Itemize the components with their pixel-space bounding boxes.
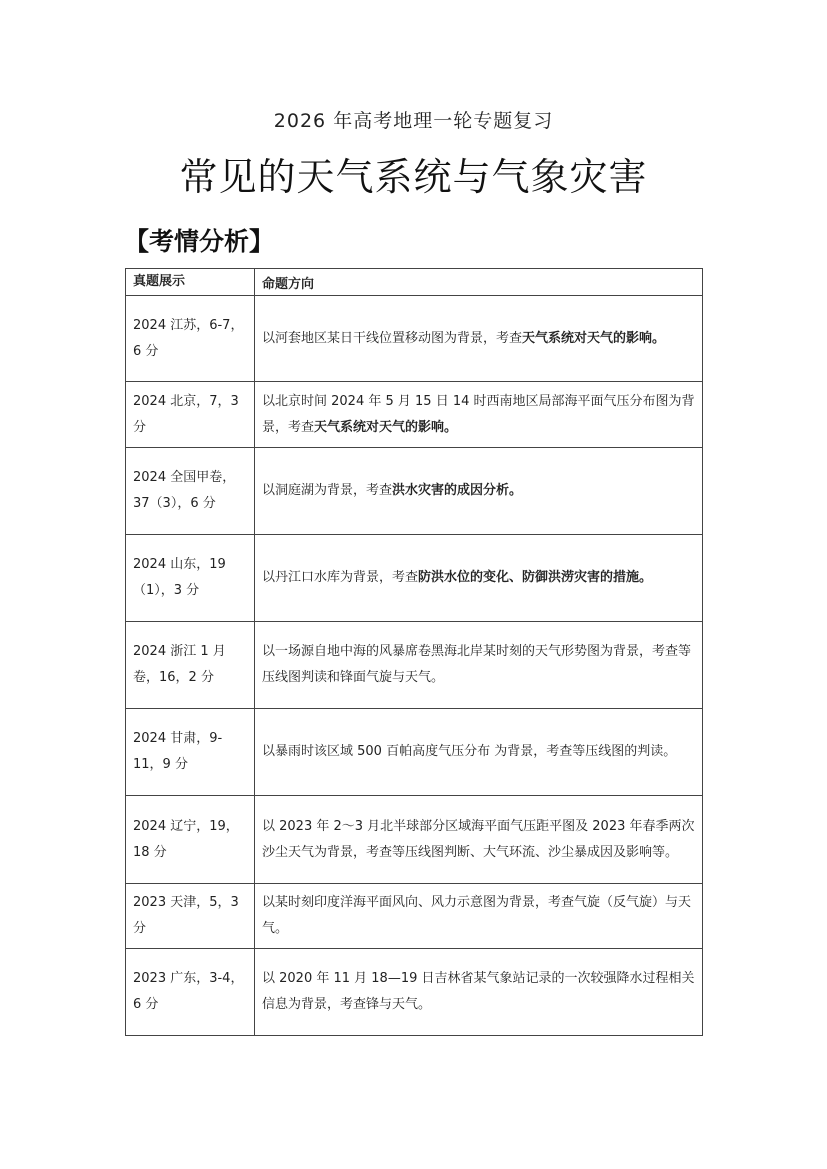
direction-text: 以暴雨时该区域 500 百帕高度气压分布 为背景，考查等压线图的判读。 [262, 744, 677, 759]
direction-cell [255, 622, 703, 709]
direction-cell [255, 796, 703, 884]
direction-text: 以某时刻印度洋海平面风向、风力示意图为背景，考查气旋（反气旋）与天气。 [262, 895, 692, 936]
source-cell: 2023 天津，5，3 分 [126, 884, 255, 949]
table-row [126, 296, 703, 382]
source-cell: 2024 辽宁，19，18 分 [126, 796, 255, 884]
direction-text: 以 2023 年 2～3 月北半球部分区域海平面气压距平图及 2023 年春季两次沙尘天气为背景，考查等压线图判断、大气环流、沙尘暴成因及影响等。 [262, 818, 695, 860]
direction-cell [255, 535, 703, 622]
direction-text: 以丹江口水库为背景，考查 [262, 570, 419, 585]
table-row [126, 709, 703, 796]
table-row [126, 622, 703, 709]
source-cell: 2023 广东，3-4，6 分 [126, 949, 255, 1036]
direction-cell [255, 709, 703, 796]
column-header-direction: 命题方向 [255, 269, 703, 296]
page-title: 常见的天气系统与气象灾害 [179, 155, 648, 199]
direction-key-point: 天气系统对天气的影响。 [522, 330, 666, 346]
direction-cell [255, 296, 703, 382]
table-header-row [126, 269, 703, 296]
source-cell: 2024 浙江 1 月卷，16，2 分 [126, 622, 255, 709]
direction-key-point: 洪水灾害的成因分析。 [392, 483, 523, 498]
direction-cell [255, 448, 703, 535]
table-row [126, 448, 703, 535]
direction-text: 以一场源自地中海的风暴席卷黑海北岸某时刻的天气形势图为背景，考查等压线图判读和锋面气旋与天气。 [262, 644, 692, 685]
direction-text: 以北京时间 2024 年 5 月 15 日 14 时西南地区局部海平面气压分布图为背景，考查 [262, 393, 695, 435]
table-row [126, 796, 703, 884]
table-row [126, 382, 703, 448]
page-subtitle: 2026 年高考地理一轮专题复习 [273, 110, 554, 132]
table-row [126, 949, 703, 1036]
direction-key-point: 天气系统对天气的影响。 [314, 419, 458, 435]
source-cell: 2024 山东，19（1），3 分 [126, 535, 255, 622]
direction-text: 以 2020 年 11 月 18—19 日吉林省某气象站记录的一次较强降水过程相关信息为背景，考查锋与天气。 [262, 971, 695, 1012]
direction-text: 以河套地区某日干线位置移动图为背景，考查 [262, 330, 523, 346]
direction-cell [255, 949, 703, 1036]
table-row [126, 884, 703, 949]
direction-cell [255, 884, 703, 949]
column-header-source: 真题展示 [126, 269, 255, 296]
source-cell: 2024 北京，7，3 分 [126, 382, 255, 448]
source-cell: 2024 全国甲卷，37（3），6 分 [126, 448, 255, 535]
table-row [126, 535, 703, 622]
section-title: 【考情分析】 [124, 227, 275, 256]
direction-cell [255, 382, 703, 448]
source-cell: 2024 甘肃，9-11，9 分 [126, 709, 255, 796]
exam-analysis-table [125, 268, 703, 1036]
direction-key-point: 防洪水位的变化、防御洪涝灾害的措施。 [418, 570, 653, 585]
source-cell: 2024 江苏，6-7，6 分 [126, 296, 255, 382]
direction-text: 以洞庭湖为背景，考查 [262, 483, 393, 498]
